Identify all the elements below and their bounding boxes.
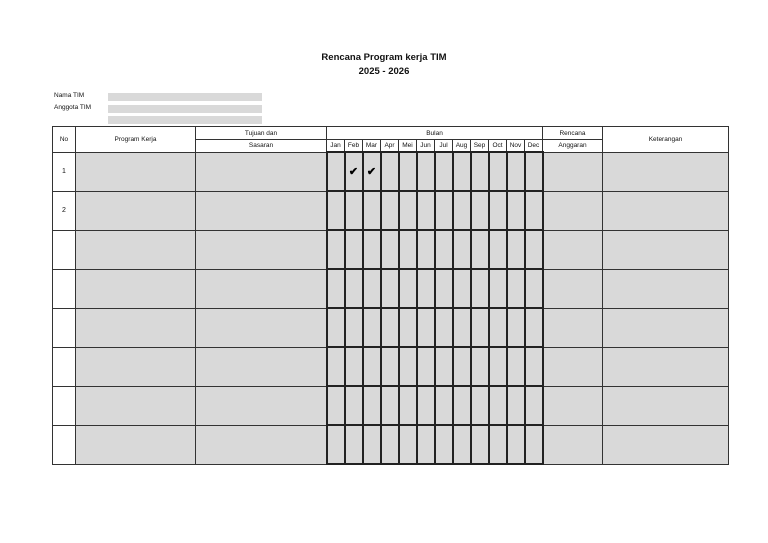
month-cell-jan[interactable] xyxy=(327,269,345,308)
month-header-jan: Jan xyxy=(327,140,345,153)
keterangan-cell[interactable] xyxy=(603,152,729,191)
header-tujuan-line2: Sasaran xyxy=(196,140,327,153)
rencana-anggaran-cell[interactable] xyxy=(543,152,603,191)
header-anggaran-line2: Anggaran xyxy=(543,140,603,153)
month-header-aug: Aug xyxy=(453,140,471,153)
table-row xyxy=(53,191,729,230)
month-cell-jan[interactable] xyxy=(327,386,345,425)
month-cell-sep[interactable] xyxy=(471,269,489,308)
month-cell-sep[interactable] xyxy=(471,308,489,347)
tujuan-sasaran-cell[interactable] xyxy=(196,308,327,347)
month-cell-jan[interactable] xyxy=(327,347,345,386)
month-cell-jun[interactable] xyxy=(417,308,435,347)
program-kerja-cell[interactable] xyxy=(76,230,196,269)
keterangan-cell[interactable] xyxy=(603,386,729,425)
keterangan-cell[interactable] xyxy=(603,269,729,308)
tujuan-sasaran-cell[interactable] xyxy=(196,347,327,386)
keterangan-cell[interactable] xyxy=(603,308,729,347)
month-cell-mei[interactable] xyxy=(399,386,417,425)
month-cell-feb[interactable] xyxy=(345,269,363,308)
anggota-tim-field-1[interactable] xyxy=(108,105,262,113)
month-cell-dec[interactable] xyxy=(525,308,543,347)
month-cell-apr[interactable] xyxy=(381,269,399,308)
month-cell-apr[interactable] xyxy=(381,191,399,230)
rencana-anggaran-cell[interactable] xyxy=(543,308,603,347)
month-cell-oct[interactable] xyxy=(489,269,507,308)
keterangan-cell[interactable] xyxy=(603,425,729,464)
month-cell-dec[interactable] xyxy=(525,425,543,464)
month-cell-feb[interactable] xyxy=(345,347,363,386)
month-header-feb: Feb xyxy=(345,140,363,153)
month-cell-feb[interactable] xyxy=(345,425,363,464)
month-cell-mei[interactable] xyxy=(399,152,417,191)
month-cell-oct[interactable] xyxy=(489,230,507,269)
month-cell-nov[interactable] xyxy=(507,191,525,230)
month-cell-nov[interactable] xyxy=(507,308,525,347)
month-cell-nov[interactable] xyxy=(507,152,525,191)
program-kerja-cell[interactable] xyxy=(76,269,196,308)
month-cell-jul[interactable] xyxy=(435,425,453,464)
program-kerja-cell[interactable] xyxy=(76,425,196,464)
month-cell-sep[interactable] xyxy=(471,347,489,386)
rencana-anggaran-cell[interactable] xyxy=(543,425,603,464)
month-header-mei: Mei xyxy=(399,140,417,153)
month-cell-apr[interactable] xyxy=(381,308,399,347)
month-cell-dec[interactable] xyxy=(525,152,543,191)
month-cell-aug[interactable] xyxy=(453,347,471,386)
month-cell-jun[interactable] xyxy=(417,191,435,230)
keterangan-cell[interactable] xyxy=(603,191,729,230)
month-cell-jan[interactable] xyxy=(327,152,345,191)
month-cell-mar[interactable] xyxy=(363,386,381,425)
header-anggaran-line1: Rencana xyxy=(543,127,603,140)
tujuan-sasaran-cell[interactable] xyxy=(196,425,327,464)
program-kerja-cell[interactable] xyxy=(76,191,196,230)
header-tujuan-line1: Tujuan dan xyxy=(196,127,327,140)
tujuan-sasaran-cell[interactable] xyxy=(196,269,327,308)
header-no: No xyxy=(53,127,76,153)
month-cell-mar[interactable] xyxy=(363,269,381,308)
row-number xyxy=(53,347,76,386)
month-cell-mar[interactable] xyxy=(363,308,381,347)
page-title: Rencana Program kerja TIM xyxy=(321,52,447,63)
table-row xyxy=(53,386,729,425)
row-number xyxy=(53,308,76,347)
month-cell-jun[interactable] xyxy=(417,386,435,425)
month-cell-jun[interactable] xyxy=(417,269,435,308)
header-keterangan: Keterangan xyxy=(603,127,729,153)
month-cell-mei[interactable] xyxy=(399,230,417,269)
rencana-anggaran-cell[interactable] xyxy=(543,269,603,308)
month-cell-mei[interactable] xyxy=(399,191,417,230)
month-cell-nov[interactable] xyxy=(507,347,525,386)
rencana-anggaran-cell[interactable] xyxy=(543,191,603,230)
month-cell-jul[interactable] xyxy=(435,308,453,347)
month-header-nov: Nov xyxy=(507,140,525,153)
month-cell-jul[interactable] xyxy=(435,152,453,191)
month-cell-jul[interactable] xyxy=(435,347,453,386)
month-header-jul: Jul xyxy=(435,140,453,153)
anggota-tim-label: Anggota TIM xyxy=(54,104,92,111)
row-number: 2 xyxy=(53,191,76,230)
month-cell-nov[interactable] xyxy=(507,269,525,308)
month-cell-mar[interactable] xyxy=(363,425,381,464)
tujuan-sasaran-cell[interactable] xyxy=(196,230,327,269)
month-cell-sep[interactable] xyxy=(471,386,489,425)
month-cell-feb[interactable] xyxy=(345,191,363,230)
month-cell-aug[interactable] xyxy=(453,308,471,347)
rencana-anggaran-cell[interactable] xyxy=(543,347,603,386)
month-cell-oct[interactable] xyxy=(489,191,507,230)
month-cell-nov[interactable] xyxy=(507,386,525,425)
table-row xyxy=(53,425,729,464)
month-cell-oct[interactable] xyxy=(489,425,507,464)
tujuan-sasaran-cell[interactable] xyxy=(196,191,327,230)
row-number xyxy=(53,230,76,269)
program-kerja-cell[interactable] xyxy=(76,308,196,347)
month-cell-jul[interactable] xyxy=(435,269,453,308)
month-cell-jun[interactable] xyxy=(417,230,435,269)
month-cell-apr[interactable] xyxy=(381,230,399,269)
tujuan-sasaran-cell[interactable] xyxy=(196,386,327,425)
month-cell-aug[interactable] xyxy=(453,425,471,464)
table-row xyxy=(53,269,729,308)
month-cell-aug[interactable] xyxy=(453,230,471,269)
table-row xyxy=(53,347,729,386)
month-cell-mar[interactable] xyxy=(363,191,381,230)
month-header-apr: Apr xyxy=(381,140,399,153)
month-cell-apr[interactable] xyxy=(381,425,399,464)
month-cell-oct[interactable] xyxy=(489,308,507,347)
rencana-anggaran-cell[interactable] xyxy=(543,230,603,269)
month-cell-feb[interactable] xyxy=(345,386,363,425)
month-cell-jul[interactable] xyxy=(435,386,453,425)
page-subtitle-period: 2025 - 2026 xyxy=(358,66,410,77)
nama-tim-label: Nama TIM xyxy=(54,92,85,99)
month-header-mar: Mar xyxy=(363,140,381,153)
month-cell-feb[interactable] xyxy=(345,308,363,347)
month-header-dec: Dec xyxy=(525,140,543,153)
month-cell-sep[interactable] xyxy=(471,230,489,269)
month-cell-oct[interactable] xyxy=(489,152,507,191)
header-program-kerja: Program Kerja xyxy=(76,127,196,153)
month-cell-aug[interactable] xyxy=(453,152,471,191)
keterangan-cell[interactable] xyxy=(603,230,729,269)
month-cell-aug[interactable] xyxy=(453,191,471,230)
month-cell-mei[interactable] xyxy=(399,425,417,464)
row-number: 1 xyxy=(53,152,76,191)
month-cell-jun[interactable] xyxy=(417,152,435,191)
program-kerja-cell[interactable] xyxy=(76,152,196,191)
anggota-tim-field-2[interactable] xyxy=(108,116,262,124)
month-cell-mei[interactable] xyxy=(399,347,417,386)
row-number xyxy=(53,269,76,308)
month-cell-aug[interactable] xyxy=(453,386,471,425)
month-cell-dec[interactable] xyxy=(525,269,543,308)
month-cell-mar[interactable] xyxy=(363,347,381,386)
month-cell-apr[interactable] xyxy=(381,386,399,425)
month-cell-nov[interactable] xyxy=(507,425,525,464)
header-bulan: Bulan xyxy=(327,127,543,140)
program-table xyxy=(52,126,729,465)
month-cell-aug[interactable] xyxy=(453,269,471,308)
month-cell-oct[interactable] xyxy=(489,347,507,386)
month-cell-nov[interactable] xyxy=(507,230,525,269)
month-cell-sep[interactable] xyxy=(471,152,489,191)
table-row xyxy=(53,308,729,347)
rencana-anggaran-cell[interactable] xyxy=(543,386,603,425)
month-cell-apr[interactable] xyxy=(381,152,399,191)
month-header-jun: Jun xyxy=(417,140,435,153)
month-cell-jun[interactable] xyxy=(417,425,435,464)
month-cell-jan[interactable] xyxy=(327,308,345,347)
month-cell-apr[interactable] xyxy=(381,347,399,386)
month-cell-dec[interactable] xyxy=(525,386,543,425)
month-cell-mar[interactable] xyxy=(363,230,381,269)
month-cell-jun[interactable] xyxy=(417,347,435,386)
month-cell-jul[interactable] xyxy=(435,230,453,269)
tujuan-sasaran-cell[interactable] xyxy=(196,152,327,191)
month-cell-jan[interactable] xyxy=(327,425,345,464)
program-kerja-cell[interactable] xyxy=(76,347,196,386)
month-cell-sep[interactable] xyxy=(471,191,489,230)
month-cell-dec[interactable] xyxy=(525,230,543,269)
month-cell-jan[interactable] xyxy=(327,191,345,230)
row-number xyxy=(53,425,76,464)
keterangan-cell[interactable] xyxy=(603,347,729,386)
table-row xyxy=(53,230,729,269)
month-header-oct: Oct xyxy=(489,140,507,153)
nama-tim-field[interactable] xyxy=(108,93,262,101)
program-kerja-cell[interactable] xyxy=(76,386,196,425)
month-cell-mar[interactable]: ✔ xyxy=(363,152,381,191)
table-row xyxy=(53,152,729,191)
month-cell-sep[interactable] xyxy=(471,425,489,464)
month-cell-dec[interactable] xyxy=(525,347,543,386)
month-header-sep: Sep xyxy=(471,140,489,153)
month-cell-feb[interactable]: ✔ xyxy=(345,152,363,191)
month-cell-feb[interactable] xyxy=(345,230,363,269)
month-cell-oct[interactable] xyxy=(489,386,507,425)
month-cell-mei[interactable] xyxy=(399,308,417,347)
month-cell-jan[interactable] xyxy=(327,230,345,269)
month-cell-jul[interactable] xyxy=(435,191,453,230)
row-number xyxy=(53,386,76,425)
month-cell-mei[interactable] xyxy=(399,269,417,308)
month-cell-dec[interactable] xyxy=(525,191,543,230)
